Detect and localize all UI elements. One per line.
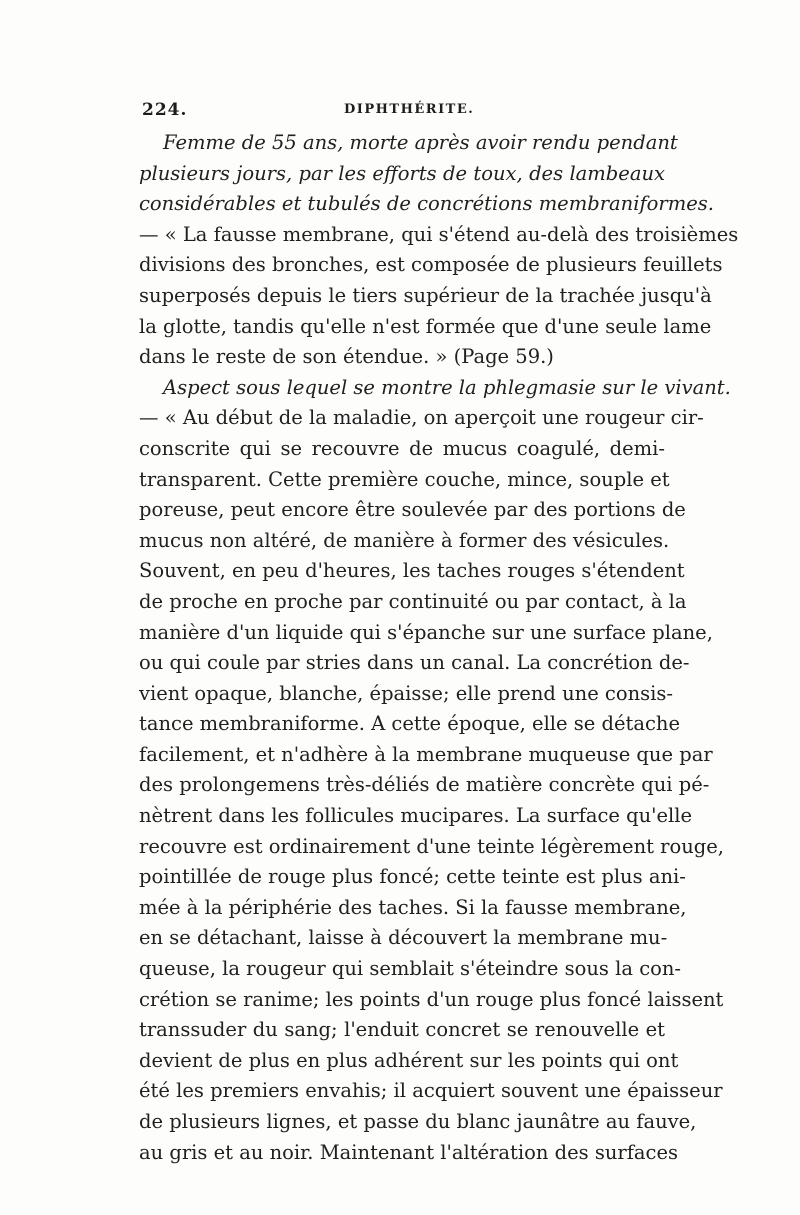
body-line: queuse, la rougeur qui semblait s'éteindre sous la con- — [139, 957, 682, 981]
body-line: au gris et au noir. Maintenant l'altération des surfaces — [139, 1140, 679, 1164]
body-line: — « Au début de la maladie, on aperçoit une rougeur cir- — [139, 406, 704, 430]
body-line: superposés depuis le tiers supérieur de la trachée jusqu'à — [139, 283, 712, 307]
body-line: été les premiers envahis; il acquiert souvent une épaisseur — [139, 1079, 723, 1103]
body-line: pointillée de rouge plus foncé; cette teinte est plus ani- — [139, 865, 686, 889]
body-line: dans le reste de son étendue. » (Page 59.) — [139, 345, 554, 369]
body-line: facilement, et n'adhère à la membrane muqueuse que par — [139, 742, 713, 766]
body-line: mée à la périphérie des taches. Si la fausse membrane, — [139, 895, 687, 919]
body-line: manière d'un liquide qui s'épanche sur une surface plane, — [139, 620, 713, 644]
body-line: transsuder du sang; l'enduit concret se renouvelle et — [139, 1018, 665, 1042]
body-line: considérables et tubulés de concrétions membraniformes. — [139, 192, 714, 216]
body-line: crétion se ranime; les points d'un rouge plus foncé laissent — [139, 987, 724, 1011]
body-line: devient de plus en plus adhérent sur les points qui ont — [139, 1048, 679, 1072]
page-text-block — [139, 96, 739, 1168]
body-line: de proche en proche par continuité ou par contact, à la — [139, 589, 687, 613]
section-heading-line: Aspect sous lequel se montre la phlegmasie sur le vivant. — [163, 375, 731, 399]
body-line: conscrite qui se recouvre de mucus coagulé, demi- — [139, 436, 665, 460]
body-line: tance membraniforme. A cette époque, elle se détache — [139, 712, 681, 736]
body-line: poreuse, peut encore être soulevée par des portions de — [139, 498, 686, 522]
body-line: mucus non altéré, de manière à former des vésicules. — [139, 528, 670, 552]
body-line: nètrent dans les follicules mucipares. La surface qu'elle — [139, 804, 693, 828]
running-title: DIPHTHÉRITE. — [344, 102, 475, 117]
body-line: — « La fausse membrane, qui s'étend au-delà des troisièmes — [139, 222, 739, 246]
body-line: vient opaque, blanche, épaisse; elle prend une consis- — [139, 681, 673, 705]
body-line: divisions des bronches, est composée de plusieurs feuillets — [139, 253, 723, 277]
body-line: ou qui coule par stries dans un canal. La concrétion de- — [139, 651, 690, 675]
body-line: Femme de 55 ans, morte après avoir rendu pendant — [163, 131, 678, 154]
page-number: 224. — [142, 100, 188, 120]
body-line: la glotte, tandis qu'elle n'est formée que d'une seule lame — [139, 314, 712, 338]
body-line: plusieurs jours, par les efforts de toux, des lambeaux — [139, 161, 665, 185]
body-line: en se détachant, laisse à découvert la membrane mu- — [139, 926, 668, 950]
body-line: de plusieurs lignes, et passe du blanc jaunâtre au fauve, — [139, 1110, 697, 1133]
body-line: des prolongemens très-déliés de matière concrète qui pé- — [139, 773, 710, 797]
running-head — [139, 96, 665, 128]
body-line: Souvent, en peu d'heures, les taches rouges s'étendent — [139, 559, 685, 583]
body-line: recouvre est ordinairement d'une teinte légèrement rouge, — [139, 834, 724, 858]
body-line: transparent. Cette première couche, mince, souple et — [139, 467, 670, 491]
